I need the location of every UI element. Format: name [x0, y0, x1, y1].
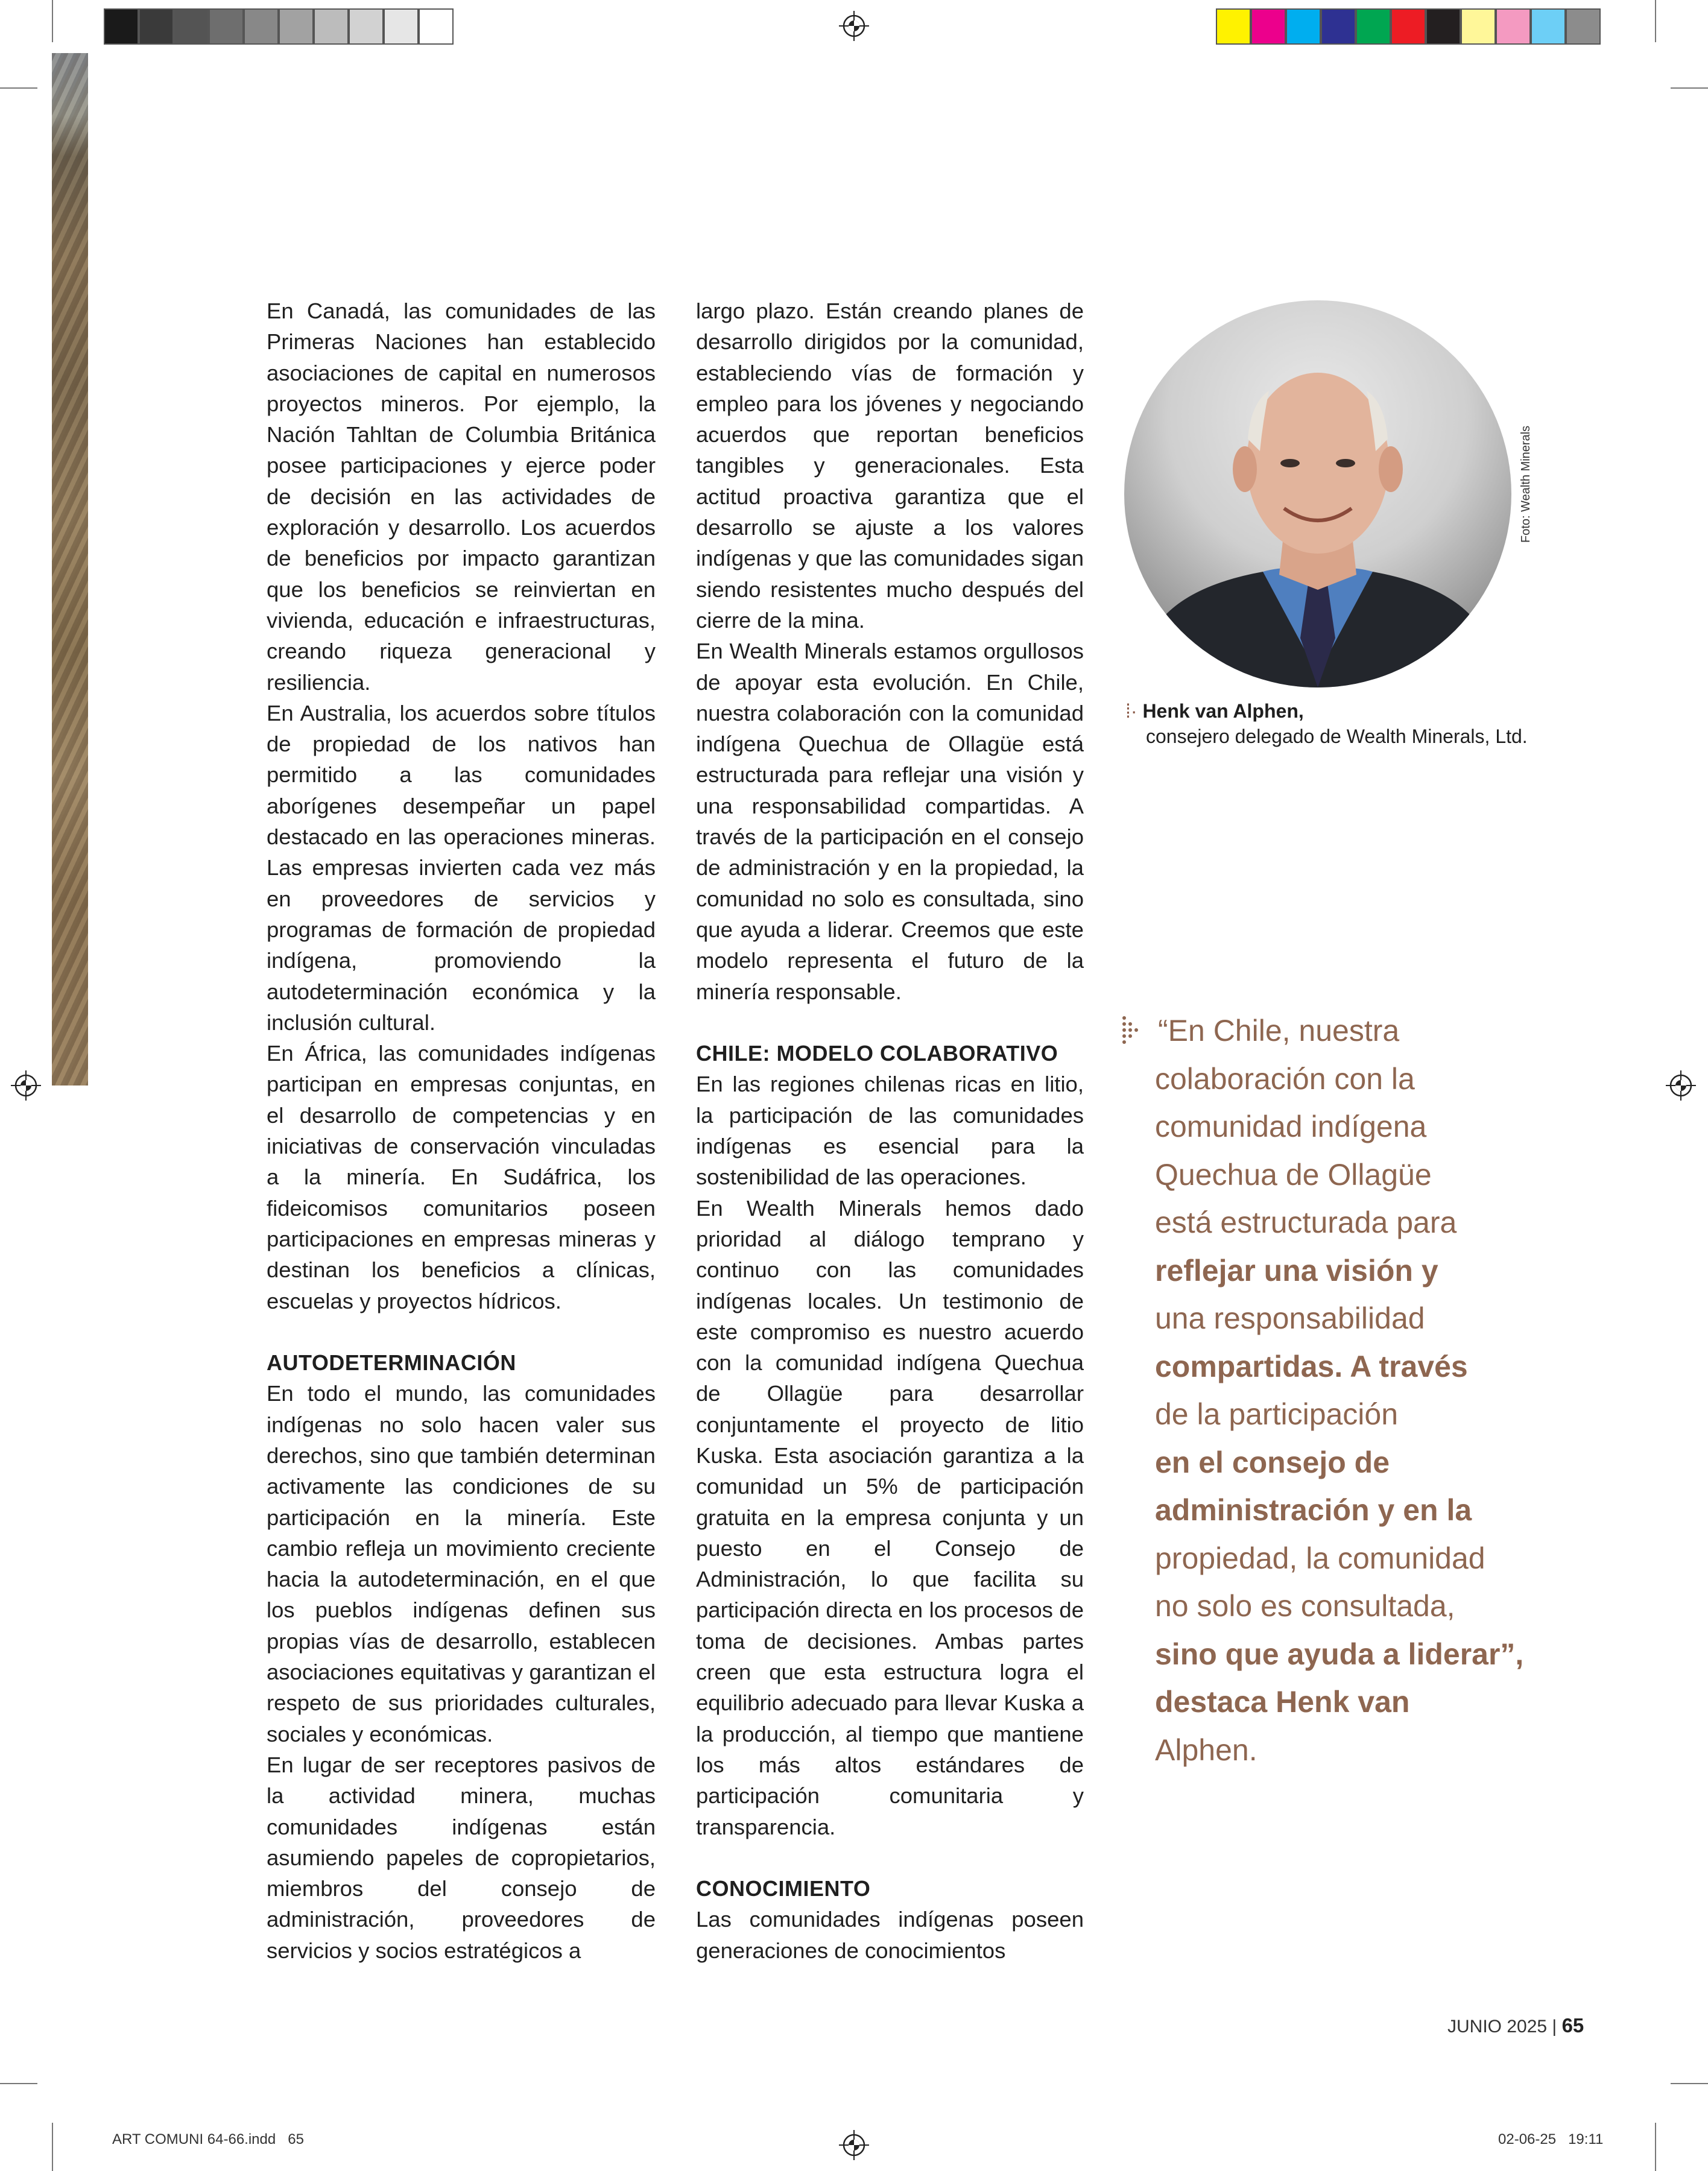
folio-separator: |: [1552, 2017, 1557, 2037]
color-swatch: [1251, 8, 1286, 45]
color-swatch: [279, 8, 314, 45]
page-number: 65: [1561, 2014, 1584, 2037]
color-swatch: [1461, 8, 1496, 45]
quote-line: propiedad, la comunidad: [1155, 1541, 1485, 1575]
color-swatch: [244, 8, 279, 45]
quote-line: sino que ayuda a liderar”,: [1155, 1637, 1524, 1671]
color-swatch: [139, 8, 174, 45]
paragraph: largo plazo. Están creando planes de desarrollo dirigidos por la comunidad, estableciendo vías de formación y empleo para los jóvenes y negociando acuerdos que reportan beneficios tangibles y generacionales. Esta actitud proactiva garantiza que el desarrollo se ajuste a los valores indígenas y que las comunidades sigan siendo resistentes mucho después del cierre de la mina.: [696, 299, 1084, 633]
quote-line: comunidad indígena: [1155, 1110, 1427, 1143]
section-heading: AUTODETERMINACIÓN: [267, 1350, 516, 1376]
registration-mark-icon: [839, 2130, 869, 2160]
color-swatch: [314, 8, 349, 45]
pull-quote: [1122, 1007, 1544, 1774]
bullet-dots-icon: ⁞·: [1125, 700, 1137, 722]
crop-mark: [0, 87, 37, 89]
crop-mark: [1655, 2123, 1656, 2171]
crop-mark: [1671, 87, 1708, 89]
photo-caption: [1125, 698, 1532, 749]
photo-credit: Foto: Wealth Minerals: [1519, 425, 1532, 543]
issue-date: JUNIO 2025: [1447, 2017, 1548, 2037]
quote-line: colaboración con la: [1155, 1061, 1415, 1096]
color-swatch: [1566, 8, 1601, 45]
color-swatch: [1321, 8, 1356, 45]
caption-name: Henk van Alphen,: [1142, 700, 1304, 722]
paragraph: En Australia, los acuerdos sobre títulos de propiedad de los nativos han permitido a las comunidades aborígenes desempeñar un papel destacado en las operaciones mineras. Las empresas invierten cada vez más en proveedores de servicios y programas de formación de propiedad indígena, promoviendo la autodeterminación económica y la inclusión cultural.: [267, 700, 656, 1035]
quote-line: en el consejo de: [1155, 1445, 1390, 1479]
quote-line: reflejar una visión y: [1155, 1253, 1438, 1288]
crop-mark: [52, 2123, 53, 2171]
registration-mark-icon: [839, 11, 869, 41]
color-swatch: [349, 8, 384, 45]
color-swatch: [174, 8, 209, 45]
color-swatch: [1216, 8, 1251, 45]
paragraph: En Wealth Minerals hemos dado prioridad al diálogo temprano y continuo con las comunidades indígenas locales. Un testimonio de este compromiso es nuestro acuerdo con la comunidad indígena Quechua de Ollagüe para desarrollar conjuntamente el proyecto de litio Kuska. Esta asociación garantiza a la comunidad un 5% de participación gratuita en la empresa conjunta y un puesto en el Consejo de Administración, lo que facilita su participación directa en los procesos de toma de decisiones. Ambas partes creen que esta estructura logra el equilibrio adecuado para llevar Kuska a la producción, al tiempo que mantiene los más altos estándares de participación comunitaria y transparencia.: [696, 1195, 1084, 1839]
portrait-photo: [1124, 300, 1511, 687]
slug-date: 02-06-25 19:11: [1498, 2131, 1604, 2147]
page-folio: [1447, 2014, 1584, 2037]
color-swatch: [1356, 8, 1391, 45]
paragraph: En Wealth Minerals estamos orgullosos de apoyar esta evolución. En Chile, nuestra colaboración con la comunidad indígena Quechua de Ollagüe está estructurada para reflejar una visión y una responsabilidad compartidas. A través de la participación en el consejo de administración y en la propiedad, la comunidad no solo es consultada, sino que ayuda a liderar. Creemos que este modelo representa el futuro de la minería responsable.: [696, 639, 1084, 1004]
paragraph: Las comunidades indígenas poseen generaciones de conocimientos: [696, 1907, 1084, 1963]
process-color-bar: [1216, 8, 1601, 45]
quote-line: Quechua de Ollagüe: [1155, 1157, 1432, 1192]
color-swatch: [1426, 8, 1461, 45]
quote-line: está estructurada para: [1155, 1206, 1457, 1239]
color-swatch: [1391, 8, 1426, 45]
quote-line: una responsabilidad: [1155, 1301, 1425, 1335]
article-column-1: [267, 295, 656, 1966]
crop-mark: [1671, 2083, 1708, 2084]
slug-file: ART COMUNI 64-66.indd 65: [112, 2131, 304, 2147]
crop-mark: [0, 2083, 37, 2084]
color-swatch: [419, 8, 454, 45]
color-swatch: [104, 8, 139, 45]
registration-mark-icon: [11, 1070, 41, 1101]
paragraph: En África, las comunidades indígenas participan en empresas conjuntas, en el desarrollo de competencias y en iniciativas de conservación vinculadas a la minería. En Sudáfrica, los fideicomisos comunitarios poseen participaciones en empresas mineras y destinan los beneficios a clínicas, escuelas y proyectos hídricos.: [267, 1041, 656, 1313]
section-heading: CHILE: MODELO COLABORATIVO: [696, 1041, 1058, 1066]
quote-line: destaca Henk van: [1155, 1685, 1410, 1719]
registration-mark-icon: [1666, 1070, 1696, 1101]
paragraph: En todo el mundo, las comunidades indígenas no solo hacen valer sus derechos, sino que también determinan activamente las condiciones de su participación en la minería. Este cambio refleja un movimiento creciente hacia la autodeterminación, en el que los pueblos indígenas definen sus propias vías de desarrollo, establecen asociaciones equitativas y garantizan el respeto de sus prioridades culturales, sociales y económicas.: [267, 1381, 656, 1746]
gray-color-bar: [104, 8, 454, 45]
person-portrait-icon: [1124, 300, 1511, 687]
caption-role: consejero delegado de Wealth Minerals, Ltd.: [1146, 725, 1528, 747]
color-swatch: [209, 8, 244, 45]
quote-line: compartidas. A través: [1155, 1349, 1468, 1383]
crop-mark: [1655, 0, 1656, 42]
color-swatch: [1286, 8, 1321, 45]
paragraph: En las regiones chilenas ricas en litio, la participación de las comunidades indígenas es esencial para la sostenibilidad de las operaciones.: [696, 1072, 1084, 1190]
crop-mark: [52, 0, 53, 42]
paragraph: En lugar de ser receptores pasivos de la actividad minera, muchas comunidades indígenas están asumiendo papeles de copropietarios, miembros del consejo de administración, proveedores de servicios y socios estratégicos a: [267, 1752, 656, 1963]
quote-line: no solo es consultada,: [1155, 1589, 1455, 1623]
color-swatch: [1531, 8, 1566, 45]
quote-line: administración y en la: [1155, 1493, 1472, 1527]
paragraph: En Canadá, las comunidades de las Primeras Naciones han establecido asociaciones de capital en numerosos proyectos mineros. Por ejemplo, la Nación Tahltan de Columbia Británica posee participaciones y ejerce poder de decisión en las actividades de exploración y desarrollo. Los acuerdos de beneficios por impacto garantizan que los beneficios se reinviertan en vivienda, educación e infraestructuras, creando riqueza generacional y resiliencia.: [267, 299, 656, 695]
landscape-photo-strip: [52, 53, 88, 1086]
quote-line: de la participación: [1155, 1397, 1399, 1431]
color-swatch: [1496, 8, 1531, 45]
article-column-2: [696, 295, 1084, 1966]
section-heading: CONOCIMIENTO: [696, 1876, 871, 1901]
quote-line: Alphen.: [1155, 1733, 1257, 1767]
color-swatch: [384, 8, 419, 45]
quote-line: “En Chile, nuestra: [1158, 1014, 1400, 1048]
